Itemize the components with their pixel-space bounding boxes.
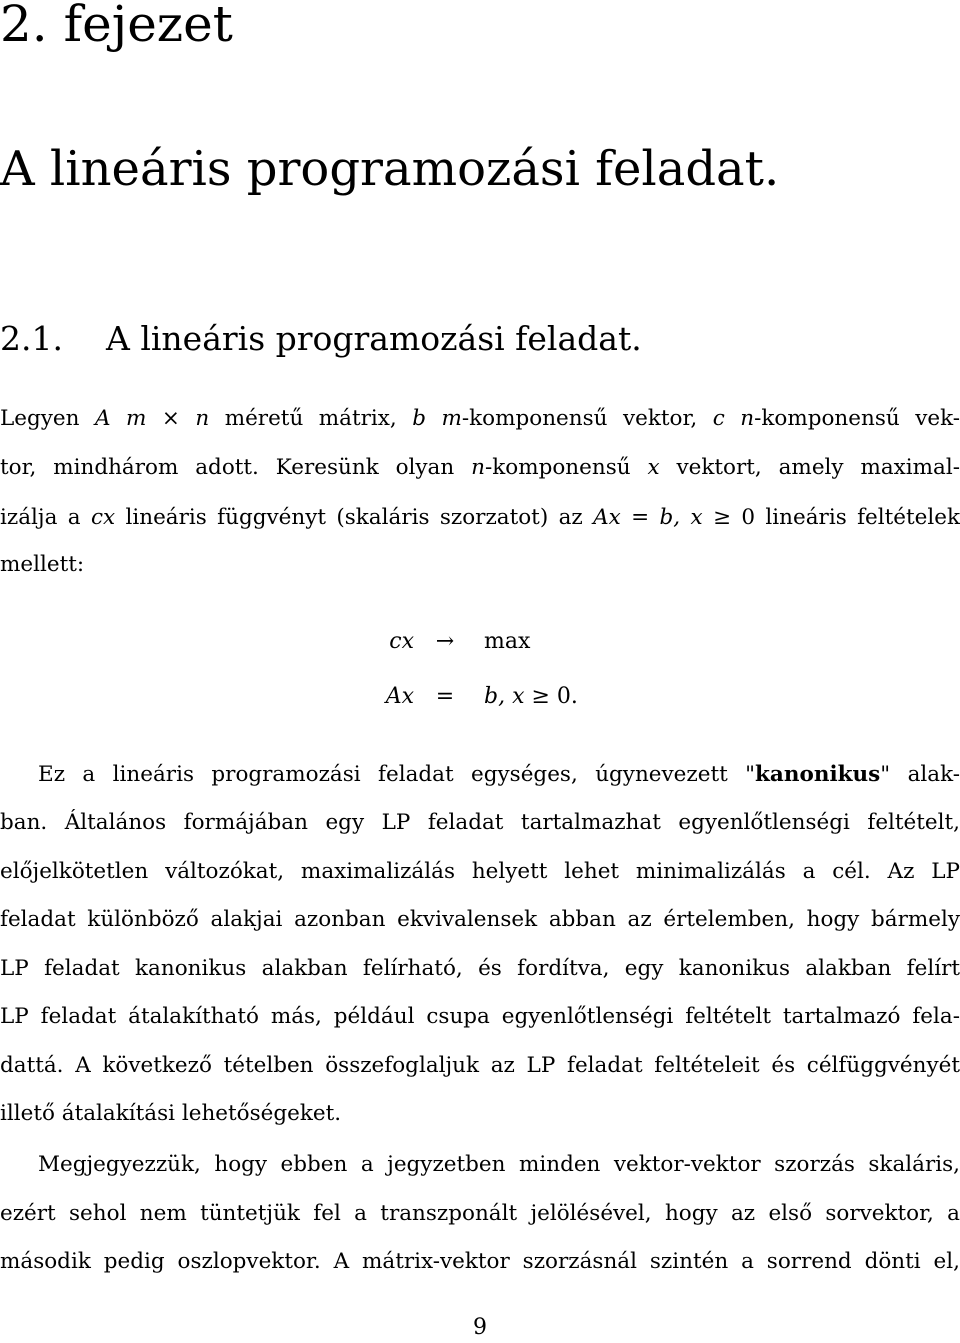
paragraph-3-line: második pedig oszlopvektor. A mátrix-vektor szorzásnál szintén a sorrend dönti el, <box>0 1249 960 1274</box>
text: " alak- <box>880 762 960 787</box>
times-symbol: × <box>146 406 196 431</box>
equation-2-rhs <box>484 682 578 712</box>
text: -komponensű vektor, <box>461 406 713 431</box>
math-var: n <box>740 406 755 431</box>
math-var: m <box>125 406 147 431</box>
text: vektort, amely maximal- <box>659 455 960 480</box>
text <box>111 406 126 431</box>
math-var: b, x <box>659 505 703 530</box>
chapter-heading: 2. fejezet <box>0 0 233 53</box>
text: -komponensű vek- <box>754 406 960 431</box>
paragraph-3-line: Megjegyezzük, hogy ebben a jegyzetben minden vektor-vektor szorzás skaláris, <box>38 1152 960 1177</box>
paragraph-2-line: dattá. A következő tételben összefoglaljuk az LP feladat feltételeit és célfüggvényét <box>0 1053 960 1078</box>
math-var: n <box>471 455 485 480</box>
math-number: 0. <box>556 684 578 709</box>
chapter-title: A lineáris programozási feladat. <box>0 141 780 197</box>
text: Ez a lineáris programozási feladat egységes, úgynevezett " <box>38 762 756 787</box>
paragraph-2-last-line: illető átalakítási lehetőségeket. <box>0 1101 342 1126</box>
math-var: b, x <box>484 684 525 709</box>
math-var: b <box>412 406 426 431</box>
geq-symbol: ≥ <box>524 684 557 709</box>
text: -komponensű <box>484 455 648 480</box>
math-var: cx <box>90 505 116 530</box>
bold-term: kanonikus <box>755 762 881 787</box>
section-title: A lineáris programozási feladat. <box>106 319 642 358</box>
paragraph-2-line: LP feladat átalakítható más, például csupa egyenlőtlenségi feltételt tartalmazó fela- <box>0 1004 960 1029</box>
paragraph-2-line: feladat különböző alakjai azonban ekvivalensek abban az értelemben, hogy bármely <box>0 907 960 932</box>
equation-2-lhs: Ax <box>385 684 414 709</box>
equation-2-equals: = <box>435 684 455 709</box>
text: tor, mindhárom adott. Keresünk olyan <box>0 455 472 480</box>
paragraph-1-line-2 <box>0 453 960 483</box>
geq-symbol: ≥ <box>702 505 742 530</box>
paragraph-1-line-1 <box>0 404 960 434</box>
math-var: x <box>647 455 660 480</box>
page-number: 9 <box>473 1315 487 1340</box>
equation-1-rhs: max <box>484 629 531 654</box>
math-var: m <box>441 406 462 431</box>
math-var: A <box>94 406 111 431</box>
math-number: 0 <box>741 505 756 530</box>
paragraph-2-line: LP feladat kanonikus alakban felírható, és fordítva, egy kanonikus alakban felírt <box>0 956 960 981</box>
math-var: Ax <box>593 505 621 530</box>
equation-1-arrow: → <box>435 629 455 654</box>
math-var: c <box>712 406 725 431</box>
paragraph-1-line-4: mellett: <box>0 552 85 577</box>
text: lineáris függvényt (skaláris szorzatot) az <box>115 505 594 530</box>
text: lineáris feltételek <box>755 505 960 530</box>
paragraph-2-line-1 <box>0 760 960 790</box>
math-var: n <box>195 406 210 431</box>
text: izálja a <box>0 505 91 530</box>
text <box>725 406 740 431</box>
text: Legyen <box>0 406 95 431</box>
paragraph-2-line: előjelkötetlen változókat, maximalizálás helyett lehet minimalizálás a cél. Az LP <box>0 859 960 884</box>
section-number: 2.1. <box>0 319 63 358</box>
text: méretű mátrix, <box>209 406 413 431</box>
paragraph-1-line-3 <box>0 503 960 533</box>
paragraph-2-line: ban. Általános formájában egy LP feladat tartalmazhat egyenlőtlenségi feltételt, <box>0 810 960 835</box>
text <box>426 406 441 431</box>
paragraph-3-line: ezért sehol nem tüntetjük fel a transzponált jelölésével, hogy az első sorvektor, a <box>0 1201 960 1226</box>
equals-symbol: = <box>620 505 660 530</box>
equation-1-lhs: cx <box>389 629 414 654</box>
